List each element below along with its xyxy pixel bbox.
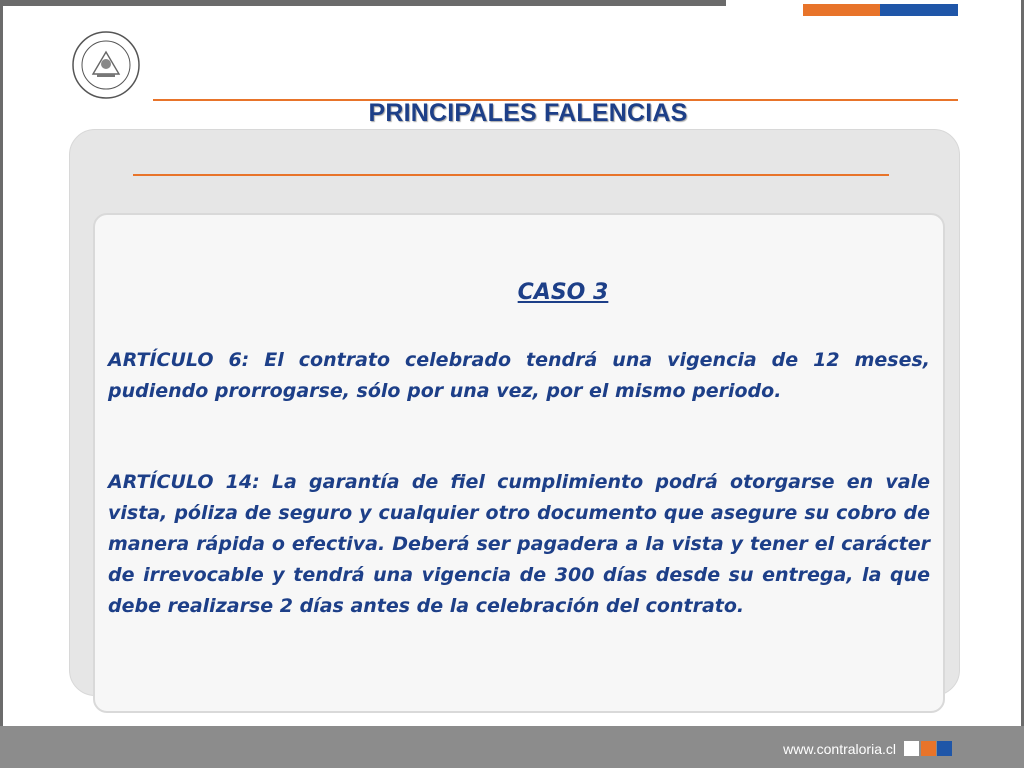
footer-orange-square-icon	[921, 741, 936, 756]
footer-blue-square-icon	[937, 741, 952, 756]
page-title: PRINCIPALES FALENCIAS	[368, 99, 688, 127]
accent-orange-block	[803, 4, 880, 16]
case-heading: CASO 3	[517, 280, 609, 305]
footer-white-square-icon	[904, 741, 919, 756]
contraloria-seal-icon	[71, 30, 141, 100]
article-6-paragraph: ARTÍCULO 6: El contrato celebrado tendrá una vigencia de 12 meses, pudiendo prorrogarse, sólo por una vez, por el mismo periodo.	[108, 349, 930, 402]
article-14-paragraph: ARTÍCULO 14: La garantía de fiel cumplimiento podrá otorgarse en vale vista, póliza de seguro y cualquier otro documento que asegure su cobro de manera rápida o efectiva. Deberá ser pagadera a la vista y tener el carácter de irrevocable y tendrá una vigencia de 300 días desde su entrega, la que debe realizarse 2 días antes de la celebración del contrato.	[108, 471, 930, 617]
inner-orange-rule	[133, 174, 889, 176]
footer-url-link[interactable]: www.contraloria.cl	[783, 741, 896, 757]
accent-blue-block	[880, 4, 958, 16]
left-frame-border	[0, 0, 3, 768]
